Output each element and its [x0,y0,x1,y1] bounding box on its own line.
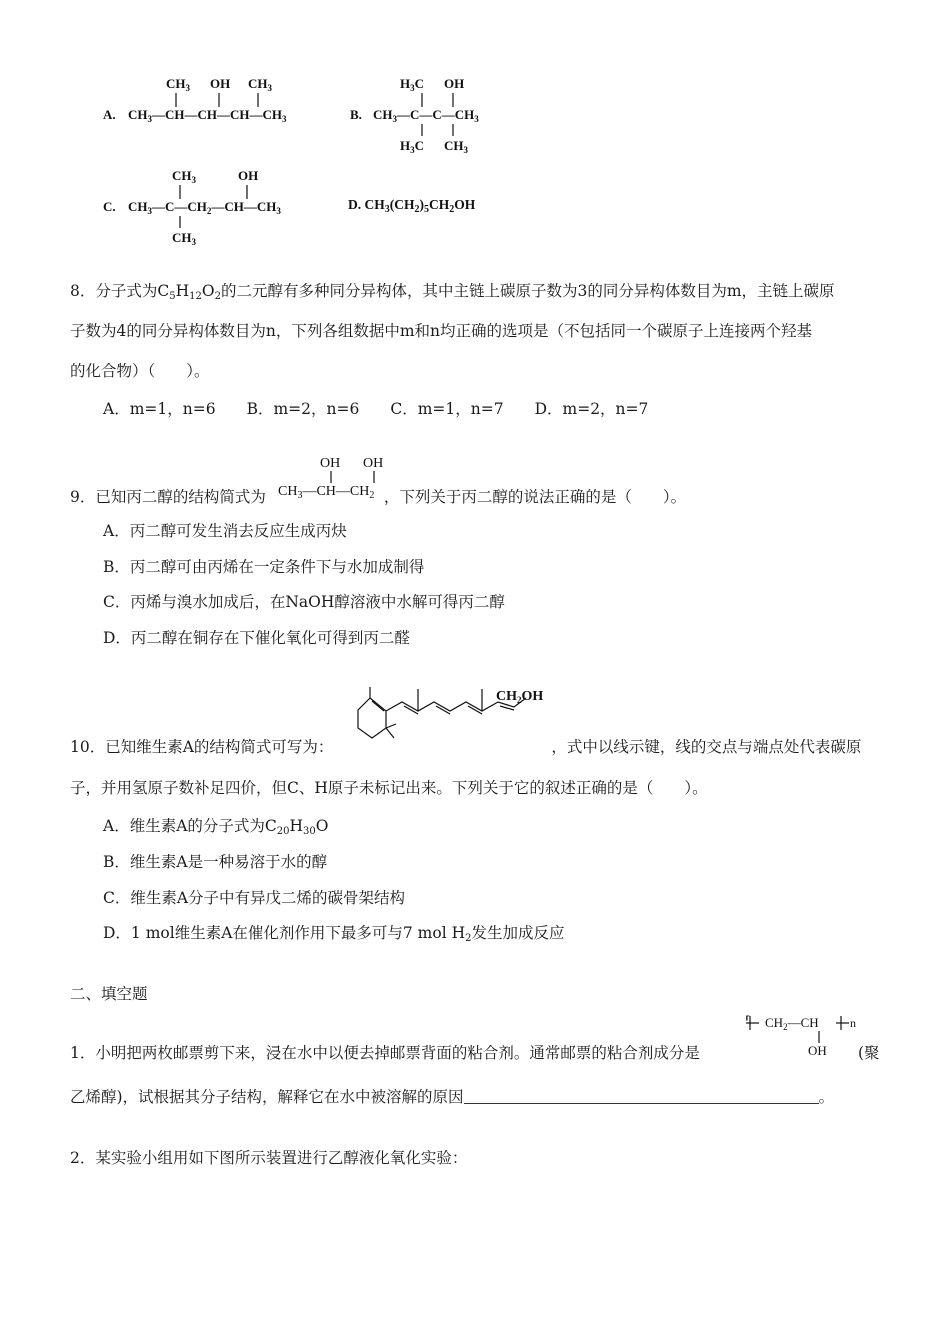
q7-option-d: D. $CH_3(CH_2)_5CH_2OH$ [348,197,476,215]
section-title-fill-in: 二、填空题 [70,985,148,1003]
svg-text:CH3—C—CH2—CH—CH3: $CH_3—C—CH_2—CH—CH_3$ [128,199,281,216]
q10-option-c: C．维生素A分子中有异戊二烯的碳骨架结构 [103,889,406,907]
svg-text:H3C: $H_3C$ [400,138,425,155]
svg-text:CH3: $CH_3$ [172,230,196,247]
s2-q1-line2: 乙烯醇)，试根据其分子结构，解释它在水中被溶解的原因 。 [70,1088,835,1106]
q8-stem-line1: 8．分子式为$C_5H_{12}O_2$的二元醇有多种同分异构体，其中主链上碳原子数为3的同分异构体数目为m，主链上碳原 [70,282,835,302]
s2-q2-line1: 2．某实验小组用如下图所示装置进行乙醇液化氧化实验： [70,1149,468,1167]
s2-q1-line1: 1．小明把两枚邮票剪下来，浸在水中以便去掉邮票背面的粘合剂。通常邮票的粘合剂成分是 [70,1044,700,1062]
q8-options: A．m=1，n=6 B．m=2，n=6 C．m=1，n=7 D．m=2，n=7 [103,400,649,418]
answer-blank[interactable] [464,1089,819,1104]
q7-option-c-structure [98,164,328,254]
q9-option-c: C．丙烯与溴水加成后，在NaOH醇溶液中水解可得丙二醇 [103,593,505,611]
svg-text:CH3—C—C—CH3: $CH_3—C—C—CH_3$ [373,107,479,124]
svg-text:n: n [850,1016,856,1030]
q10-option-b: B．维生素A是一种易溶于水的醇 [103,853,328,871]
svg-text:⸢: ⸢ [745,1015,751,1030]
svg-text:CH3: $CH_3$ [248,76,272,93]
svg-text:OH: OH [444,76,465,91]
svg-text:CH3: $CH_3$ [444,138,468,155]
q10-option-a: A．维生素A的分子式为$C_{20}H_{30}O$ [103,817,329,837]
q9-option-a: A．丙二醇可发生消去反应生成丙炔 [103,522,347,540]
q10-option-d: D．1 mol维生素A在催化剂作用下最多可与7 mol $H_2$发生加成反应 [103,924,565,944]
svg-text:H3C: $H_3C$ [400,76,425,93]
pva-structure [745,1010,865,1060]
q7-a-label: A. [103,107,116,122]
svg-text:CH2OH: $CH_2OH$ [496,689,544,705]
q7-option-a [98,72,328,132]
propanediol-structure [278,450,398,500]
svg-text:OH: OH [210,76,231,91]
s2-q1-paren: (聚 [858,1044,880,1062]
q7-b-label: B. [350,107,362,122]
svg-text:CH2—CH: $CH_2—CH$ [765,1015,819,1032]
svg-text:CH3: $CH_3$ [166,76,190,93]
q7-option-b-structure [348,72,518,157]
svg-text:CH3—CH—CH2: $CH_3—CH—CH_2$ [278,484,375,501]
q10-stem-line2: 子，并用氢原子数补足四价，但C、H原子未标记出来。下列关于它的叙述正确的是（ ）。 [70,779,708,797]
q7-option-b [348,72,518,157]
q7-option-c [98,164,328,254]
svg-text:OH: OH [363,456,384,471]
svg-text:CH3—CH—CH—CH—CH3: $CH_3—CH—CH—CH—CH_3$ [128,107,287,124]
q9-option-b: B．丙二醇可由丙烯在一定条件下与水加成制得 [103,558,425,576]
svg-text:OH: OH [808,1043,827,1058]
q8-stem-line2: 子数为4的同分异构体数目为n，下列各组数据中m和n均正确的选项是（不包括同一个碳原子上连接两个羟基 [70,322,813,340]
q9-option-d: D．丙二醇在铜存在下催化氧化可得到丙二醛 [103,629,410,647]
svg-text:OH: OH [238,168,259,183]
q7-option-a-structure [98,72,328,132]
q10-stem-line1: 10．已知维生素A的结构简式可写为： ，式中以线示键，线的交点与端点处代表碳原 [70,738,862,756]
q7-c-label: C. [103,199,116,214]
q7-d-label: D. [348,197,362,212]
q8-stem-line3: 的化合物）（ ）。 [70,362,210,380]
svg-text:OH: OH [320,456,341,471]
svg-text:CH3: $CH_3$ [172,168,196,185]
q9-stem: 9．已知丙二醇的结构简式为 ，下列关于丙二醇的说法正确的是（ ）。 [70,488,687,506]
